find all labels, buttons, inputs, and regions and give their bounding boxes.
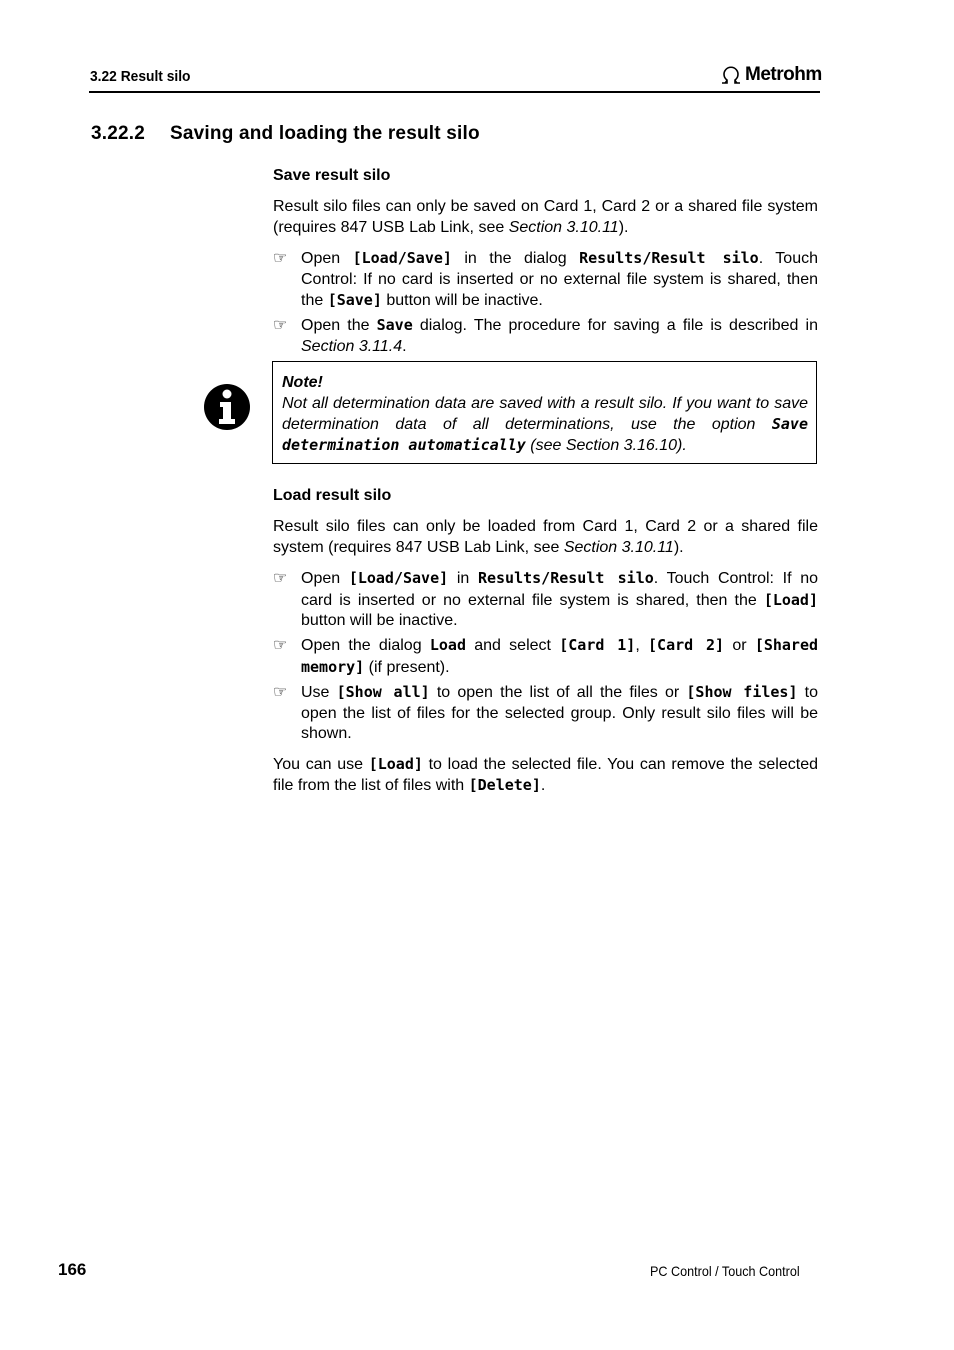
pointing-hand-icon: ☞ xyxy=(273,570,288,587)
save-button-ref: [Save] xyxy=(327,291,382,309)
save-subheading: Save result silo xyxy=(273,167,391,184)
brand-logo xyxy=(720,64,822,86)
section-heading xyxy=(91,123,480,145)
load-save-button-ref: [Load/Save] xyxy=(352,249,452,267)
page-number: 166 xyxy=(58,1260,87,1279)
header-rule xyxy=(89,91,820,93)
section-title: Saving and loading the result silo xyxy=(170,123,480,144)
pointing-hand-icon: ☞ xyxy=(273,684,288,701)
pointing-hand-icon: ☞ xyxy=(273,637,288,654)
card2-option-ref: [Card 2] xyxy=(648,636,725,654)
save-dialog-ref: Save xyxy=(376,316,413,334)
save-determination-option: Save determination automatically xyxy=(282,415,808,454)
results-dialog-ref: Results/Result silo xyxy=(477,569,654,587)
pointing-hand-icon: ☞ xyxy=(273,250,288,267)
save-bullet-2: ☞ Open the Save dialog. The procedure for saving a file is described in Section 3.11.4. xyxy=(273,316,818,355)
show-files-button-ref: [Show files] xyxy=(686,683,798,701)
brand-name: Metrohm xyxy=(745,64,822,85)
load-outro: You can use [Load] to load the selected file. You can remove the selected file from the list of files with [Delete]. xyxy=(273,755,818,794)
load-bullet-3: ☞ Use [Show all] to open the list of all the files or [Show files] to open the list of files for the selected group. Only result silo files will be shown. xyxy=(273,683,818,742)
load-button-ref: [Load] xyxy=(763,590,818,609)
note-box xyxy=(272,361,817,464)
load-intro: Result silo files can only be loaded from Card 1, Card 2 or a shared file system (requires 847 USB Lab Link, see Section 3.10.11). xyxy=(273,518,818,556)
load-intro-ref: Section 3.10.11 xyxy=(563,539,674,556)
save-intro: Result silo files can only be saved on Card 1, Card 2 or a shared file system (requires 847 USB Lab Link, see Section 3.10.11). xyxy=(273,198,818,236)
load-button-ref: [Load] xyxy=(368,755,423,773)
info-icon xyxy=(203,383,251,436)
pointing-hand-icon: ☞ xyxy=(273,317,288,334)
shared-memory-option-ref: [Shared memory] xyxy=(301,636,819,676)
section-number: 3.22.2 xyxy=(91,123,146,144)
metrohm-omega-icon xyxy=(720,65,742,85)
save-section-ref: Section 3.11.4 xyxy=(301,337,403,355)
load-dialog-ref: Load xyxy=(429,636,466,654)
footer-product: PC Control / Touch Control xyxy=(650,1263,800,1279)
results-dialog-ref: Results/Result silo xyxy=(579,249,759,267)
delete-button-ref: [Delete] xyxy=(468,776,541,794)
card1-option-ref: [Card 1] xyxy=(559,636,636,654)
load-subheading: Load result silo xyxy=(273,487,392,504)
running-header-section: 3.22 Result silo xyxy=(90,68,191,85)
show-all-button-ref: [Show all] xyxy=(336,683,430,701)
load-bullet-2: ☞ Open the dialog Load and select [Card 1], [Card 2] or [Shared memory] (if present). xyxy=(273,636,819,676)
load-bullet-1: ☞ Open [Load/Save] in Results/Result silo. Touch Control: If no card is inserted or no external file system is shared, then the [Load] button will be inactive. xyxy=(273,569,818,629)
load-save-button-ref: [Load/Save] xyxy=(348,569,449,587)
save-intro-ref: Section 3.10.11 xyxy=(508,219,619,236)
note-text: Not all determination data are saved with a result silo. If you want to save determination data of all determinations, use the option Save determination automatically (see Section 3.16.10). xyxy=(282,395,808,454)
save-bullet-1: ☞ Open [Load/Save] in the dialog Results/Result silo. Touch Control: If no card is inserted or no external file system is shared, then the [Save] button will be inactive. xyxy=(273,249,818,309)
note-title: Note! xyxy=(282,374,323,391)
